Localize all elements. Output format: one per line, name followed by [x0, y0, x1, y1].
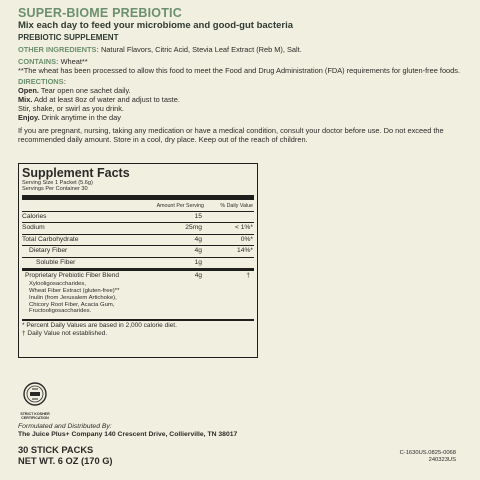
contains-label: CONTAINS: [18, 56, 59, 66]
blend-name: Proprietary Prebiotic Fiber Blend [25, 271, 119, 279]
facts-row: Soluble Fiber 1g [36, 258, 202, 266]
product-tagline: Mix each day to feed your microbiome and good-gut bacteria [18, 20, 294, 31]
servings-per-container: Servings Per Container 30 [22, 186, 88, 193]
distributor-line2: The Juice Plus+ Company 140 Crescent Drive, Collierville, TN 38017 [18, 431, 238, 439]
footnote-dv: * Percent Daily Values are based in 2,000 calorie diet. [22, 321, 177, 329]
contains-section [18, 58, 462, 76]
fiber-blend-row [22, 271, 254, 321]
contains-text: Wheat** [58, 56, 88, 66]
net-weight: NET WT. 6 OZ (170 G) [18, 456, 113, 466]
direction-step: Enjoy. Drink anytime in the day [18, 112, 121, 122]
ingredients-section [18, 46, 462, 55]
ingredients-text: Natural Flavors, Citric Acid, Stevia Leaf Extract (Reb M), Salt. [98, 45, 302, 54]
facts-row: Sodium 25mg < 1%* [22, 223, 254, 235]
ingredients-label: OTHER INGREDIENTS: [18, 45, 99, 54]
facts-header-row [22, 202, 254, 212]
distributor-line1: Formulated and Distributed By: [18, 423, 112, 430]
col-dv-header: % Daily Value [220, 202, 253, 209]
kosher-certification [20, 382, 50, 420]
serving-size: Serving Size 1 Packet (5.6g) [22, 180, 93, 186]
facts-row: Total Carbohydrate 4g 0%* [22, 235, 254, 247]
facts-footnotes [22, 321, 254, 339]
supplement-facts-panel [18, 163, 258, 358]
contains-note: **The wheat has been processed to allow this food to meet the Food and Drug Administration (FDA) requirements for gluten-free foods. [18, 65, 461, 75]
package-info [18, 445, 113, 467]
kosher-label: STRICT KOSHER CERTIFICATION [20, 412, 50, 421]
blend-items: Xylooligosaccharides, Wheat Fiber Extract (gluten-free)** Inulin (from Jerusalem Artichoke), Chicory Root Fiber, Acacia Gum, Fructooligosaccharides. [29, 280, 120, 315]
product-brand: SUPER-BIOME PREBIOTIC [18, 6, 182, 20]
footnote-dagger: † Daily Value not established. [22, 330, 108, 338]
direction-step: Mix. Add at least 8oz of water and adjust to taste. [18, 94, 180, 104]
product-codes [400, 450, 456, 465]
directions-label: DIRECTIONS: [18, 77, 67, 87]
direction-step: Stir, shake, or swirl as you drink. [18, 103, 124, 113]
blend-amount: 4g [194, 271, 202, 279]
product-subtitle: PREBIOTIC SUPPLEMENT [18, 33, 119, 42]
distributor-info [18, 423, 237, 439]
code-line1: C-1630US.0825-0068 [399, 450, 456, 456]
blend-dv: † [246, 271, 250, 279]
warning-text: If you are pregnant, nursing, taking any medication or have a medical condition, consult your doctor before use. Do not exceed the recommended daily amount. Store in a cool, dry place. Keep out of the reach of children. [18, 126, 444, 145]
facts-row: Calories 15 [22, 212, 254, 224]
direction-step: Open. Tear open one sachet daily. [18, 86, 131, 96]
facts-divider [22, 195, 254, 200]
facts-row: Dietary Fiber 4g 14%* [22, 246, 254, 258]
directions-section [18, 78, 462, 122]
pack-count: 30 STICK PACKS [18, 445, 94, 455]
kosher-seal-icon [23, 382, 47, 406]
supplement-facts-title: Supplement Facts [22, 166, 130, 180]
code-line2: 240323US [428, 457, 456, 464]
col-amount-header: Amount Per Serving [156, 202, 204, 209]
